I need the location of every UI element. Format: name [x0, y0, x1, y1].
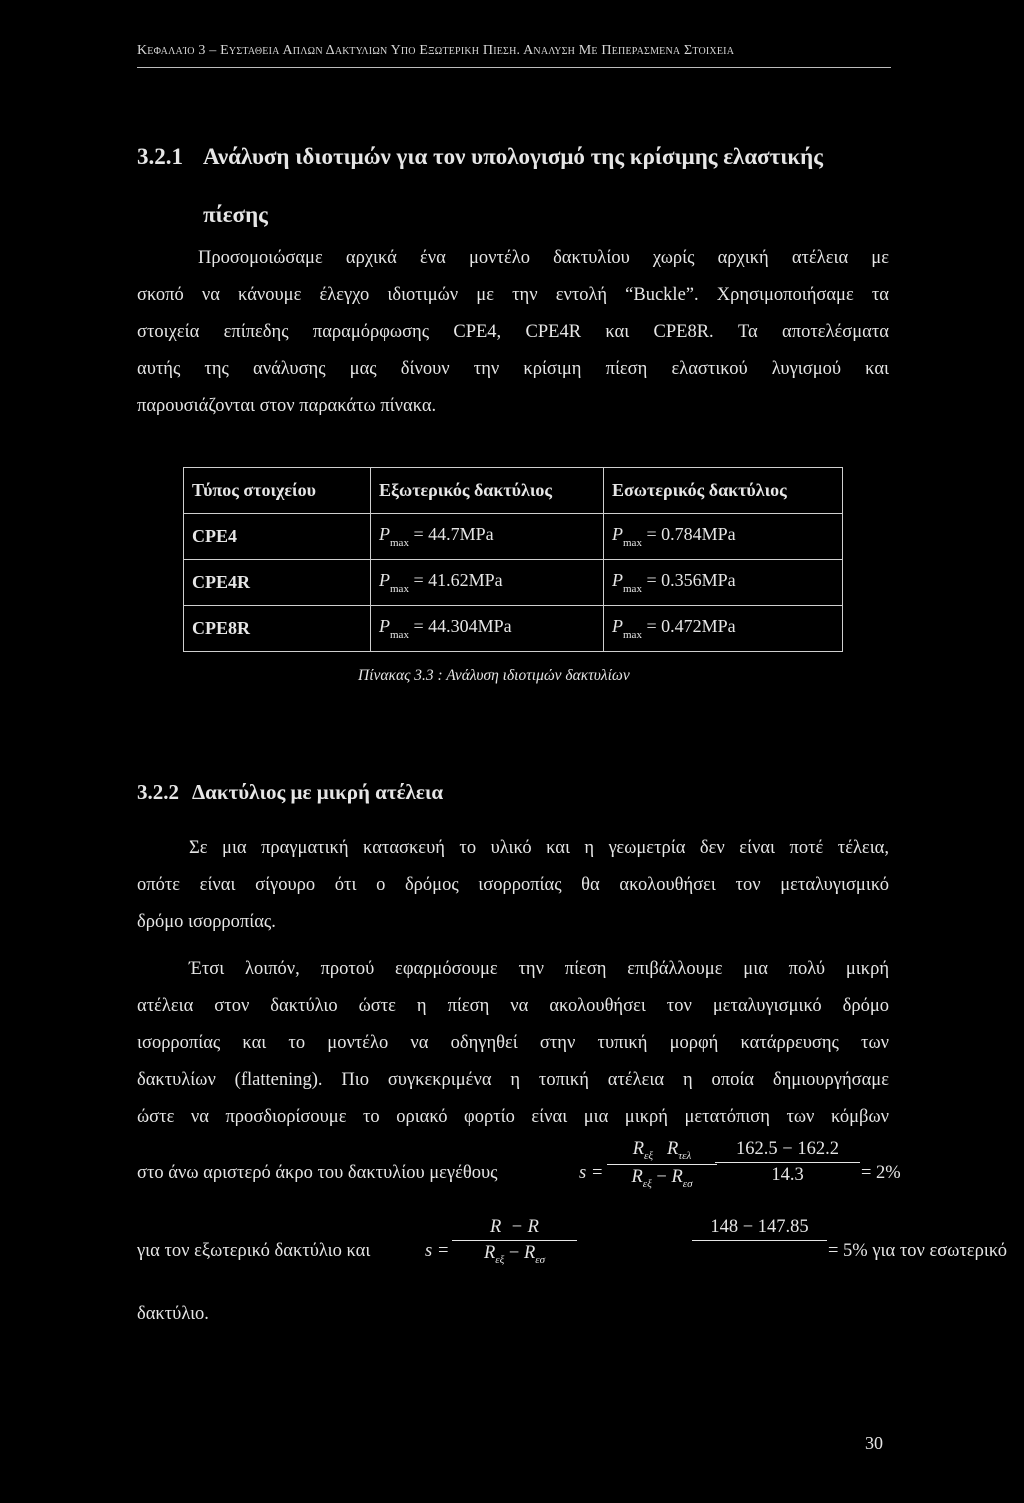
equation-1-text: στο άνω αριστερό άκρο του δακτυλίου μεγέθους	[137, 1163, 498, 1183]
eigenvalue-table	[183, 467, 845, 652]
equation-2-fraction	[452, 1217, 577, 1266]
outer-value: $P_{max} = 41.62MPa$	[371, 560, 604, 606]
inner-value: $P_{max} = 0.784MPa$	[604, 514, 843, 560]
equation-2-numeric-fraction	[692, 1217, 827, 1264]
element-type: CPE4	[184, 514, 371, 560]
table-header-row	[184, 468, 843, 514]
outer-value: $P_{max} = 44.7MPa$	[371, 514, 604, 560]
equation-1-result: = 2%	[861, 1163, 901, 1183]
paragraph-line: ισορροπίας και το μοντέλο να οδηγηθεί στην τυπική μορφή κατάρρευσης των	[137, 1033, 889, 1053]
table-row	[184, 514, 843, 560]
intro-line: σκοπό να κάνουμε έλεγχο ιδιοτιμών με την εντολή “Buckle”. Χρησιμοποιήσαμε τα	[137, 285, 889, 305]
page-number: 30	[865, 1433, 883, 1453]
section-title	[137, 128, 897, 244]
subsection-title-text: Δακτύλιος με μικρή ατέλεια	[192, 780, 444, 804]
intro-line: Προσομοιώσαμε αρχικά ένα μοντέλο δακτυλίου χωρίς αρχική ατέλεια με	[198, 248, 889, 268]
table-header-cell: Τύπος στοιχείου	[184, 468, 371, 514]
fraction-numerator: 162.5 − 162.2	[715, 1139, 860, 1163]
section-title-line1: Ανάλυση ιδιοτιμών για τον υπολογισμό της κρίσιμης ελαστικής	[203, 144, 823, 169]
element-type: CPE4R	[184, 560, 371, 606]
paragraph-2	[137, 830, 889, 941]
subsection-number: 3.2.2	[137, 780, 179, 804]
paragraph-line: ατέλεια στον δακτύλιο ώστε η πίεση να ακολουθήσει τον μεταλυγισμικό δρόμο	[137, 996, 889, 1016]
table-row	[184, 560, 843, 606]
equation-1	[137, 1139, 901, 1223]
equation-1-numeric-fraction	[715, 1139, 860, 1186]
subsection-title	[137, 780, 443, 805]
fraction-denominator: $R_{\varepsilon\xi} - R_{\varepsilon\sigma}$	[483, 1243, 546, 1266]
inner-value: $P_{max} = 0.472MPa$	[604, 606, 843, 652]
equation-2	[137, 1217, 1007, 1301]
paragraph-line: δακτυλίων (flattening). Πιο συγκεκριμένα η τοπική ατέλεια η οποία δημιουργήσαμε	[137, 1070, 889, 1090]
intro-line: παρουσιάζονται στον παρακάτω πίνακα.	[137, 396, 437, 416]
fraction-numerator: R − R	[452, 1217, 577, 1241]
section-title-line2: πίεσης	[203, 202, 268, 227]
equation-2-continuation: δακτύλιο.	[137, 1304, 209, 1324]
fraction-denominator: 14.3	[771, 1165, 804, 1185]
section-number: 3.2.1	[137, 144, 183, 169]
fraction-numerator: 148 − 147.85	[692, 1217, 827, 1241]
table-header-cell: Εξωτερικός δακτύλιος	[371, 468, 604, 514]
equation-1-s: s =	[579, 1163, 604, 1183]
fraction-denominator-blank	[692, 1241, 827, 1264]
running-header: Κεφαλαίο 3 – Ευσταθεια Απλων Δακτυλιων Υπο Εξωτερικη Πιεση. Αναλυση Με Πεπερασμενα Στοιχεια	[137, 43, 891, 68]
fraction-denominator: $R_{\varepsilon\xi} - R_{\varepsilon\sigma}$	[631, 1167, 693, 1190]
fraction-numerator: $R_{\varepsilon\xi}$ $R_{\tau\varepsilon\lambda}$	[607, 1139, 717, 1165]
equation-2-s: s =	[425, 1241, 450, 1261]
equation-2-result: = 5% για τον εσωτερικό	[828, 1241, 1007, 1261]
table-header-cell: Εσωτερικός δακτύλιος	[604, 468, 843, 514]
paragraph-line: οπότε είναι σίγουρο ότι ο δρόμος ισορροπίας θα ακολουθήσει τον μεταλυγισμικό	[137, 875, 889, 895]
inner-value: $P_{max} = 0.356MPa$	[604, 560, 843, 606]
paragraph-line: Σε μια πραγματική κατασκευή το υλικό και η γεωμετρία δεν είναι ποτέ τέλεια,	[189, 838, 889, 858]
paragraph-3	[137, 951, 889, 1136]
element-type: CPE8R	[184, 606, 371, 652]
paragraph-line: δρόμο ισορροπίας.	[137, 912, 276, 932]
equation-2-text: για τον εξωτερικό δακτύλιο και	[137, 1241, 371, 1261]
intro-paragraph	[137, 240, 889, 425]
intro-line: στοιχεία επίπεδης παραμόρφωσης CPE4, CPE4R και CPE8R. Τα αποτελέσματα	[137, 322, 889, 342]
intro-line: αυτής της ανάλυσης μας δίνουν την κρίσιμη πίεση ελαστικού λυγισμού και	[137, 359, 889, 379]
paragraph-line: Έτσι λοιπόν, προτού εφαρμόσουμε την πίεση επιβάλλουμε μια πολύ μικρή	[189, 959, 889, 979]
equation-1-fraction	[607, 1139, 717, 1190]
outer-value: $P_{max} = 44.304MPa$	[371, 606, 604, 652]
table-caption: Πίνακας 3.3 : Ανάλυση ιδιοτιμών δακτυλίων	[358, 667, 630, 684]
table-row	[184, 606, 843, 652]
paragraph-line: ώστε να προσδιορίσουμε το οριακό φορτίο είναι μια μικρή μετατόπιση των κόμβων	[137, 1107, 889, 1127]
